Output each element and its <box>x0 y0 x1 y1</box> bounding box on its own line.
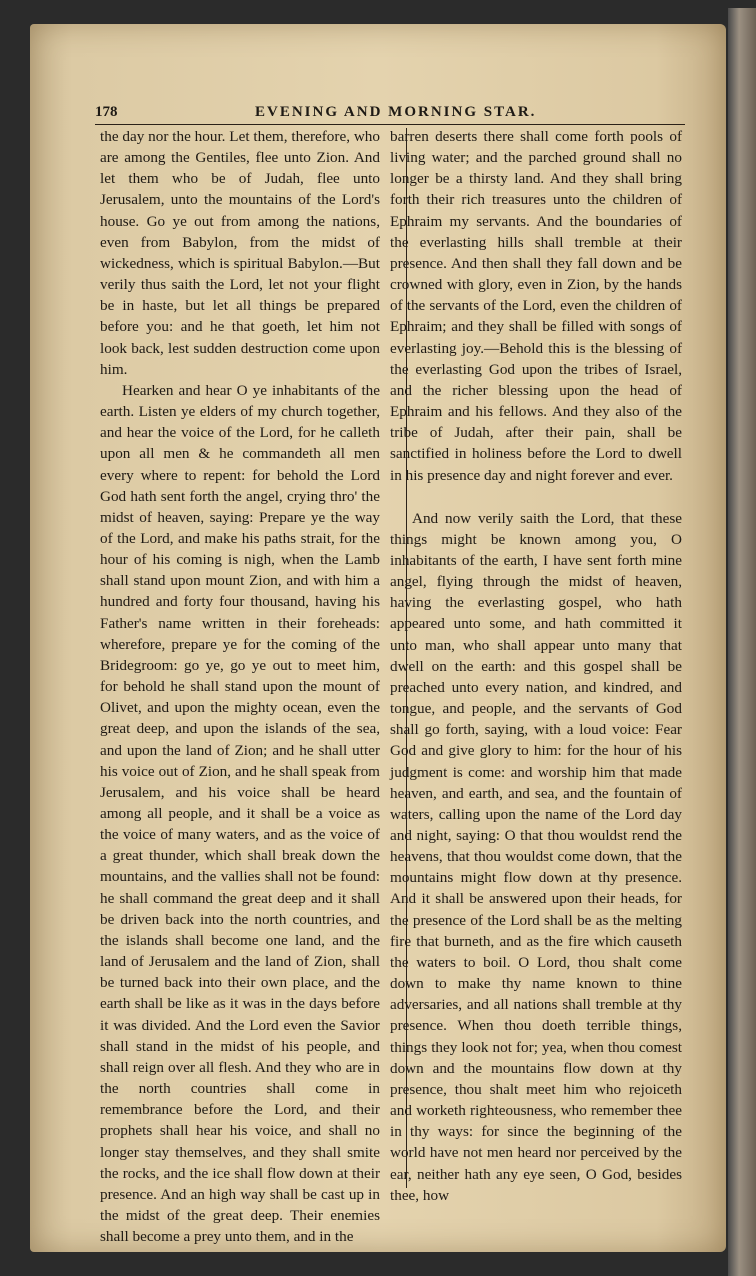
adjacent-page-edge <box>728 8 756 1276</box>
page-header <box>95 104 685 125</box>
paragraph: And now verily saith the Lord, that these things might be known among you, O inhabitants of the earth, I have sent forth mine angel, flying through the midst of heaven, having the everlasting gospel, who hath appeared unto some, and hath committed it unto man, who shall appear unto many that dwell on the earth: and this gospel shall be preached unto every nation, and kindred, and tongue, and people, and the servants of God shall go forth, saying, with a loud voice: Fear God and give glory to him: for the hour of his judgment is come: and worship him that made heaven, and earth, and sea, and the fountain of waters, calling upon the name of the Lord day and night, saying: O that thou wouldst rend the heavens, that thou wouldst come down, that the mountains might flow down at thy presence. And it shall be answered upon their heads, for the presence of the Lord shall be as the melting fire that burneth, and as the fire which causeth the waters to boil. O Lord, thou shalt come down to make thy name known to thine adversaries, and all nations shall tremble at thy presence. When thou doeth terrible things, things they look not for; yea, when thou comest down and the mountains flow down at thy presence, thou shalt meet him who rejoiceth and worketh righteousness, who remember thee in thy ways: for since the beginning of the world have not men heard nor perceived by the ear, neither hath any eye seen, O God, besides thee, how <box>390 509 682 1204</box>
paragraph: the day nor the hour. Let them, therefore, who are among the Gentiles, flee unto Zion. And let them who be of Judah, flee unto Jerusalem, unto the mountains of the Lord's house. Go ye out from among the nations, even from Babylon, from the midst of wickedness, which is spiritual Babylon.—But verily thus saith the Lord, let not your flight be in haste, but let all things be prepared before you: and he that goeth, let him not look back, lest sudden destruction come upon him. <box>100 128 380 378</box>
page-number: 178 <box>95 104 118 120</box>
left-column <box>100 126 380 1247</box>
right-column <box>390 126 682 1206</box>
running-head: EVENING AND MORNING STAR. <box>255 104 537 120</box>
paragraph: Hearken and hear O ye inhabitants of the earth. Listen ye elders of my church together, and hear the voice of the Lord, for he calleth upon all men & he commandeth all men every where to repent: for behold the Lord God hath sent forth the angel, crying thro' the midst of heaven, saying: Prepare ye the way of the Lord, and make his paths strait, for the hour of his coming is nigh, when the Lamb shall stand upon mount Zion, and with him a hundred and forty four thousand, having his Father's name written in their foreheads: wherefore, prepare ye for the coming of the Bridegroom: go ye, go ye out to meet him, for behold he shall stand upon the mount of Olivet, and upon the mighty ocean, even the great deep, and upon the islands of the sea, and upon the land of Zion; and he shall utter his voice out of Zion, and he shall speak from Jerusalem, and his voice shall be heard among all people, and it shall be a voice as the voice of many waters, and as the voice of a great thunder, which shall break down the mountains, and the vallies shall not be found: he shall command the great deep and it shall be driven back into the north countries, and the islands shall become one land, and the land of Jerusalem and the land of Zion, shall be turned back into their own place, and the earth shall be like as it was in the days before it was divided. And the Lord even the Savior shall stand in the midst of his people, and shall reign over all flesh. And they who are in the north countries shall come in remembrance before the Lord, and their prophets shall hear his voice, and shall no longer stay themselves, and they shall smite the rocks, and the ice shall flow down at their presence. And an high way shall be cast up in the midst of the great deep. Their enemies shall become a prey unto them, and in the <box>100 381 380 1246</box>
paragraph: barren deserts there shall come forth pools of living water; and the parched ground shall no longer be a thirsty land. And they shall bring forth their rich treasures unto the children of Ephraim my servants. And the boundaries of the everlasting hills shall tremble at their presence. And then shall they fall down and be crowned with glory, even in Zion, by the hands of the servants of the Lord, even the children of Ephraim; and they shall be filled with songs of everlasting joy.—Behold this is the blessing of the everlasting God upon the tribes of Israel, and the richer blessing upon the head of Ephraim and his fellows. And they also of the tribe of Judah, after their pain, shall be sanctified in holiness before the Lord to dwell in his presence day and night forever and ever. <box>390 128 682 484</box>
